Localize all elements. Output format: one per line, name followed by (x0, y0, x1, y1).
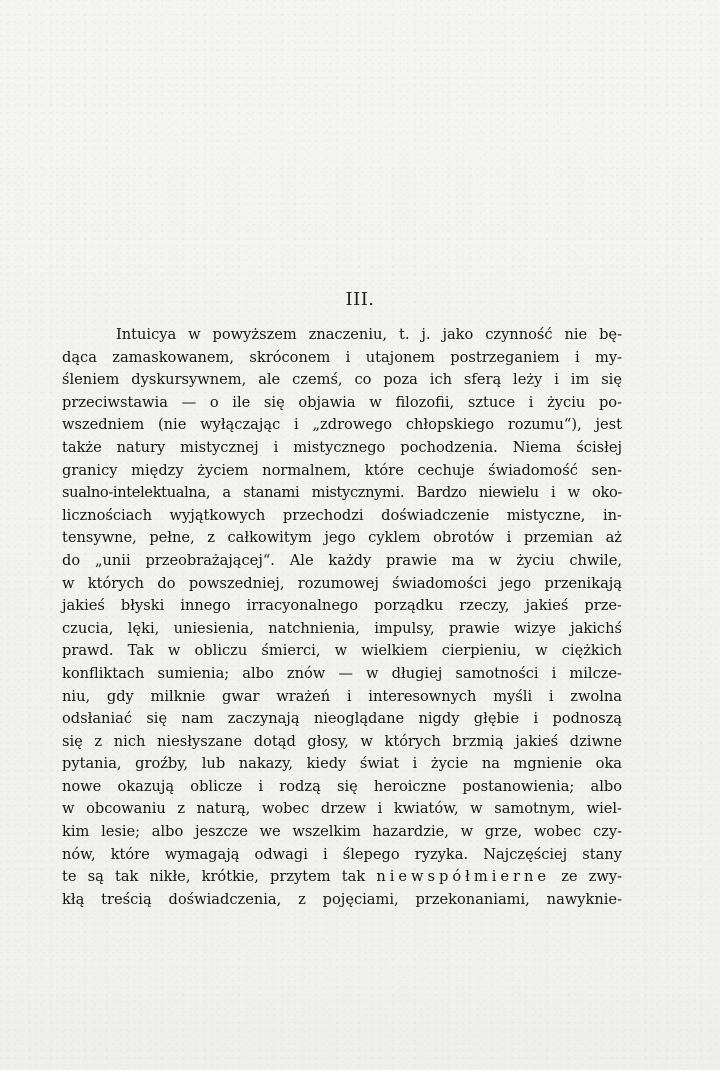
text-line: licznościach wyjątkowych przechodzi doświadczenie mistyczne, in- (62, 506, 622, 524)
text-line: Intuicya w powyższem znaczeniu, t. j. jako czynność nie bę- (116, 326, 622, 343)
text-line: tensywne, pełne, z całkowitym jego cyklem obrotów i przemian aż (62, 529, 622, 547)
text-line: wszedniem (nie wyłączając i „zdrowego chłopskiego rozumu“), jest (62, 416, 622, 434)
text-line: jakieś błyski innego irracyonalnego porządku rzeczy, jakieś prze- (62, 597, 622, 615)
section-heading: III. (345, 289, 375, 310)
text-segment: ze zwy- (561, 868, 623, 886)
text-line: granicy między życiem normalnem, które cechuje świadomość sen- (62, 461, 622, 479)
text-line-with-emphasis (62, 866, 622, 889)
text-segment: te są tak nikłe, krótkie, przytem tak (62, 868, 366, 886)
text-line: niu, gdy milknie gwar wrażeń i interesownych myśli i zwolna (62, 687, 622, 705)
text-line: do „unii przeobrażającej“. Ale każdy prawie ma w życiu chwile, (62, 551, 622, 569)
text-line: kim lesie; albo jeszcze we wszelkim hazardzie, w grze, wobec czy- (62, 823, 622, 841)
text-line: się z nich niesłyszane dotąd głosy, w których brzmią jakieś dziwne (62, 732, 622, 750)
text-line: odsłaniać się nam zaczynają nieoglądane nigdy głębie i podnoszą (62, 710, 622, 728)
text-line: dąca zamaskowanem, skróconem i utajonem postrzeganiem i my- (62, 348, 622, 366)
text-line: kłą treścią doświadczenia, z pojęciami, przekonaniami, nawyknie- (62, 890, 622, 908)
text-line: w obcowaniu z naturą, wobec drzew i kwiatów, w samotnym, wiel- (62, 800, 622, 818)
text-line: nowe okazują oblicze i rodzą się heroiczne postanowienia; albo (62, 777, 622, 795)
text-line: przeciwstawia — o ile się objawia w filozofii, sztuce i życiu po- (62, 393, 622, 411)
text-line: także natury mistycznej i mistycznego pochodzenia. Niema ścisłej (62, 438, 622, 456)
text-line: nów, które wymagają odwagi i ślepego ryzyka. Najczęściej stany (62, 845, 622, 863)
text-line: śleniem dyskursywnem, ale czemś, co poza ich sferą leży i im się (62, 371, 622, 389)
text-line: pytania, groźby, lub nakazy, kiedy świat i życie na mgnienie oka (62, 755, 622, 773)
text-line: prawd. Tak w obliczu śmierci, w wielkiem cierpieniu, w ciężkich (62, 642, 622, 660)
text-line: konfliktach sumienia; albo znów — w długiej samotności i milcze- (62, 664, 622, 682)
text-line: sualno-intelektualna, a stanami mistycznymi. Bardzo niewielu i w oko- (62, 484, 622, 502)
text-line: w których do powszedniej, rozumowej świadomości jego przenikają (62, 574, 622, 592)
spaced-emphasis: niewspółmierne (376, 868, 551, 886)
text-line: czucia, lęki, uniesienia, natchnienia, impulsy, prawie wizye jakichś (62, 619, 622, 637)
paragraph (62, 324, 622, 911)
